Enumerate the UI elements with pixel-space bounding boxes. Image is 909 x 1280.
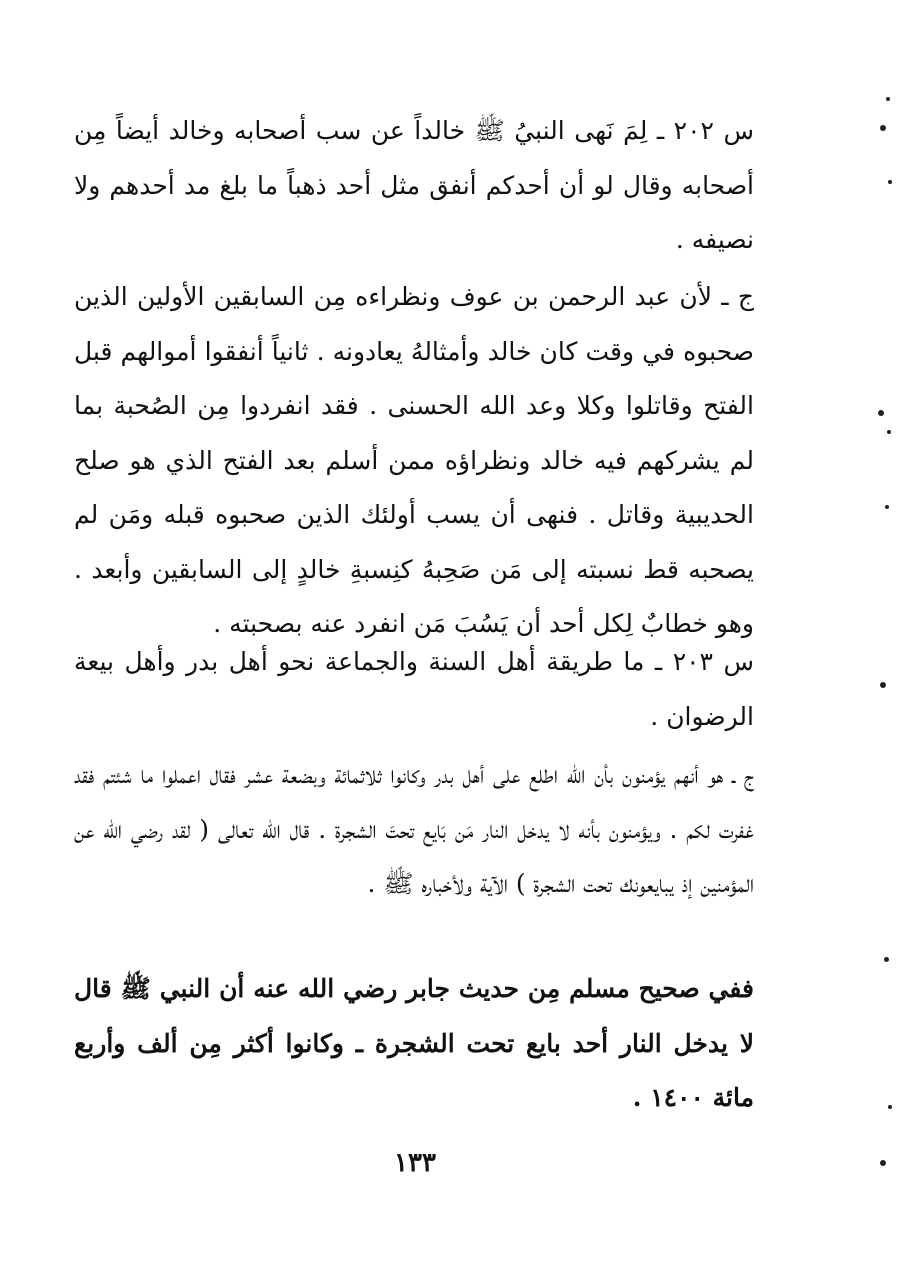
scan-speck [878, 410, 884, 416]
scan-speck [880, 682, 886, 688]
scan-speck [880, 1160, 886, 1166]
scan-speck [887, 430, 891, 434]
question-203-paragraph: س ٢٠٣ ـ ما طريقة أهل السنة والجماعة نحو أهل بدر وأهل بيعة الرضوان . [74, 647, 754, 731]
scan-speck [886, 97, 890, 101]
scan-speck [880, 125, 886, 131]
scan-speck [888, 1105, 892, 1109]
question-202-paragraph: س ٢٠٢ ـ لِمَ نَهى النبيُ ﷺ خالداً عن سب أصحابه وخالد أيضاً مِن أصحابه وقال لو أن أحدكم أنفق مثل أحد ذهباً ما بلغ مد أحدهم ولا نصيفه . [74, 116, 754, 254]
scan-speck [888, 180, 892, 184]
hadith-paragraph: ففي صحيح مسلم مِن حديث جابر رضي الله عنه أن النبي ﷺ قال لا يدخل النار أحد بايع تحت الشجرة ـ وكانوا أكثر مِن ألف وأربع مائة ١٤٠٠ . [74, 974, 754, 1112]
answer-202-paragraph: ج ـ لأن عبد الرحمن بن عوف ونظراءه مِن السابقين الأولين الذين صحبوه في وقت كان خالد وأمثالهُ يعادونه . ثانياً أنفقوا أموالهم قبل الفتح وقاتلوا وكلا وعد الله الحسنى . فقد انفردوا مِن الصُحبة بما لم يشركهم فيه خالد ونظراؤه ممن أسلم بعد الفتح الذي هو صلح الحديبية وقاتل . فنهى أن يسب أولئك الذين صحبوه قبله ومَن لم يصحبه قط نسبته إلى مَن صَحِبهُ كنِسبةِ خالدٍ إلى السابقين وأبعد . وهو خطابٌ لِكل أحد أن يَسُبَ مَن انفرد عنه بصحبته . [74, 282, 754, 638]
scan-speck [885, 505, 889, 509]
page-number: ١٣٣ [394, 1148, 436, 1178]
scan-speck [884, 957, 889, 962]
answer-203-paragraph: ج ـ هو أنهم يؤمنون بأن الله اطلع على أهل بدر وكانوا ثلاثمائة وبضعة عشر فقال اعملوا ما شئتم فقد غفرت لكم . ويؤمنون بأنه لا يدخل النار مَن بَايع تحتَ الشجرة . قال الله تعالى ( لقد رضي الله عن المؤمنين إذ يبايعونك تحت الشجرة ) الآية ولأخباره ﷺ . [74, 760, 754, 898]
